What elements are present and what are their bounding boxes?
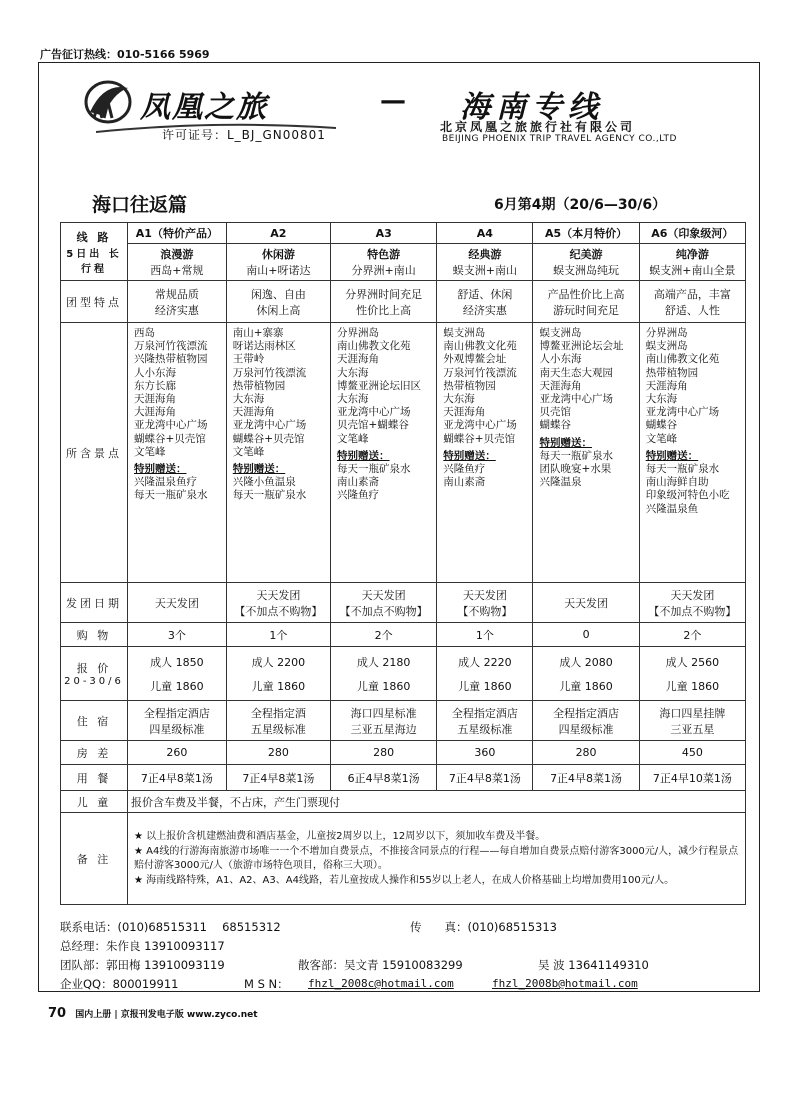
tour-area: 蜈支洲+南山全景	[649, 264, 736, 277]
hotel-line: 海口四星标准	[350, 706, 417, 720]
room-diff-cell: 280	[226, 741, 330, 765]
route-code: A4	[437, 223, 533, 244]
shopping-cell: 2个	[331, 623, 437, 647]
contact-group-dept: 团队部：郭田梅 13910093119	[60, 958, 225, 972]
sight-item: 天涯海角	[645, 379, 688, 392]
feature-line: 性价比上高	[356, 303, 412, 317]
child-price: 儿童 1860	[356, 679, 411, 693]
meal-row	[61, 765, 746, 791]
hotel-line: 海口四星挂牌	[659, 706, 726, 720]
contact-qq: 企业QQ：800019911	[60, 977, 179, 991]
route-name-cell	[639, 244, 745, 281]
sight-item: 蜈支洲岛	[645, 340, 688, 353]
contact-msn-2[interactable]: fhzl_2008b@hotmail.com	[492, 977, 638, 990]
room-diff-row	[61, 741, 746, 765]
tour-name: 浪漫游	[160, 248, 194, 261]
brand-name: 凤凰之旅	[140, 90, 268, 125]
gift-item: 每天一瓶矿泉水	[232, 489, 307, 502]
route-code-row	[61, 223, 746, 244]
sight-item: 天涯海角	[337, 353, 380, 366]
sight-item: 王带岭	[232, 353, 265, 366]
hotel-line: 三亚五星	[670, 722, 715, 736]
sight-item: 文笔峰	[337, 432, 369, 445]
sight-item: 大东海	[443, 393, 475, 406]
sight-item: 文笔峰	[232, 445, 265, 458]
hotel-cell	[437, 701, 533, 741]
gift-item: 团队晚宴+水果	[539, 463, 612, 476]
room-diff-cell: 450	[639, 741, 745, 765]
gift-item: 南山素斋	[337, 476, 380, 489]
depart-line: 天天发团	[256, 588, 301, 602]
features-cell	[533, 281, 639, 323]
note-item: ★ A4线的行游海南旅游市场唯一一个不增加自费景点，不推接含同景点的行程——每自增加自费景点赔付游客3000元/人，减少行程景点赔付游客3000元/人（旅游市场特色项目，俗称三大项）。	[134, 845, 739, 871]
meal-cell: 7正4早8菜1汤	[226, 765, 330, 791]
notes-row	[61, 813, 746, 905]
sight-item: 大东海	[337, 393, 369, 406]
price-cell	[533, 647, 639, 701]
gift-item: 每天一瓶矿泉水	[539, 449, 613, 462]
sight-item: 大涯海角	[134, 406, 176, 419]
gift-item: 每天一瓶矿泉水	[337, 463, 411, 476]
price-cell	[226, 647, 330, 701]
gift-title: 特别赠送：	[337, 449, 390, 462]
sight-item: 热带植物园	[232, 379, 286, 392]
agency-name-cn: 北京凤凰之旅旅行社有限公司	[440, 120, 636, 134]
sight-item: 分界洲岛	[337, 327, 380, 339]
meal-cell: 7正4早8菜1汤	[437, 765, 533, 791]
contact-manager: 总经理：朱作良 13910093117	[60, 939, 225, 953]
feature-line: 舒适、休闲	[457, 287, 513, 301]
sight-item: 博鳌亚洲论坛会址	[539, 340, 624, 353]
gift-title: 特别赠送：	[134, 463, 187, 476]
tour-name: 纪美游	[569, 248, 603, 261]
meal-cell: 6正4早8菜1汤	[331, 765, 437, 791]
sight-item: 外观博鳌会址	[443, 353, 507, 366]
route-code: A5（本月特价）	[533, 223, 639, 244]
sight-item: 南山佛教文化苑	[443, 340, 517, 353]
sight-item: 蝴蝶谷+贝壳馆	[134, 432, 206, 445]
tour-name: 经典游	[468, 248, 502, 261]
depart-line: 【不加点不购物】	[234, 604, 323, 618]
route-name-cell	[533, 244, 639, 281]
tour-area: 西岛+常规	[150, 264, 204, 277]
hotel-cell	[533, 701, 639, 741]
sight-item: 蜈支洲岛	[443, 327, 486, 339]
depart-row	[61, 583, 746, 623]
feature-line: 经济实惠	[154, 303, 199, 317]
meal-cell: 7正4早10菜1汤	[639, 765, 745, 791]
route-label-cell	[61, 223, 128, 281]
depart-line: 天天发团	[154, 596, 199, 610]
special-line-title: 海南专线	[460, 90, 604, 125]
sight-item: 天涯海角	[443, 406, 486, 419]
itinerary-table	[60, 222, 746, 905]
gift-item: 南山素斋	[443, 476, 486, 489]
sight-item: 兴隆热带植物园	[134, 353, 208, 366]
depart-line: 【不购物】	[457, 604, 513, 618]
title-dash: —	[380, 86, 406, 116]
sight-item: 东方长廊	[134, 379, 176, 392]
gift-title: 特别赠送：	[645, 449, 699, 462]
route-code: A3	[331, 223, 437, 244]
sight-item: 博鳌亚洲论坛旧区	[337, 379, 422, 392]
issue-period: 6月第4期（20/6—30/6）	[494, 197, 667, 213]
meal-cell: 7正4早8菜1汤	[533, 765, 639, 791]
agency-name-en: BEIJING PHOENIX TRIP TRAVEL AGENCY CO.,LTD	[442, 134, 677, 144]
route-name-cell	[128, 244, 227, 281]
contact-phone: 联系电话：(010)68515311 68515312	[60, 920, 281, 934]
gift-item: 兴隆鱼疗	[443, 463, 486, 476]
gift-item: 兴隆鱼疗	[337, 489, 380, 502]
route-code: A6（印象级河）	[639, 223, 745, 244]
hotel-line: 全程指定酒	[250, 706, 306, 720]
sight-item: 贝壳馆+蝴蝶谷	[337, 419, 409, 432]
depart-cell	[533, 583, 639, 623]
sight-item: 大东海	[645, 393, 678, 406]
depart-line: 【不加点不购物】	[648, 604, 737, 618]
price-cell	[331, 647, 437, 701]
features-cell	[226, 281, 330, 323]
sight-item: 蝴蝶谷	[539, 419, 571, 432]
child-price: 儿童 1860	[458, 679, 512, 693]
features-cell	[437, 281, 533, 323]
sight-item: 分界洲岛	[645, 327, 688, 339]
child-price: 儿童 1860	[559, 679, 613, 693]
tour-name: 休闲游	[261, 248, 295, 261]
gift-title: 特别赠送：	[539, 436, 592, 449]
gift-title: 特别赠送：	[232, 463, 286, 476]
contact-guest-dept: 散客部：吴文青 15910083299	[298, 958, 463, 972]
sights-cell	[331, 323, 437, 583]
route-name-cell	[226, 244, 330, 281]
child-price: 儿童 1860	[251, 679, 306, 693]
price-label-cell	[61, 647, 128, 701]
contact-fax: 传 真：(010)68515313	[410, 920, 557, 934]
depart-line: 天天发团	[361, 588, 406, 602]
adult-price: 成人 2080	[559, 655, 613, 669]
section-title: 海口往返篇	[92, 194, 188, 216]
room-diff-cell: 360	[437, 741, 533, 765]
page-footer	[48, 1006, 258, 1021]
gift-item: 兴隆温泉鱼	[645, 502, 699, 515]
route-name-cell	[331, 244, 437, 281]
sight-item: 天涯海角	[539, 379, 582, 392]
feature-line: 高端产品，丰富	[653, 287, 731, 301]
hotel-cell	[128, 701, 227, 741]
gift-item: 印象级河特色小吃	[645, 489, 730, 502]
route-code: A1（特价产品）	[128, 223, 227, 244]
notes-label: 备 注	[61, 813, 128, 905]
hotel-line: 五星级标准	[250, 722, 306, 736]
depart-cell	[128, 583, 227, 623]
sight-item: 文笔峰	[134, 445, 166, 458]
route-code: A2	[226, 223, 330, 244]
hotel-cell	[331, 701, 437, 741]
price-row	[61, 647, 746, 701]
sight-item: 天涯海角	[134, 393, 176, 406]
note-item: ★ 海南线路特殊，A1、A2、A3、A4线路，若儿童按成人操作和55岁以上老人，在成人价格基础上均增加费用100元/人。	[134, 874, 675, 886]
gift-title: 特别赠送：	[443, 449, 496, 462]
contact-msn-label: M S N：	[244, 977, 289, 991]
hotel-row	[61, 701, 746, 741]
sight-item: 人小东海	[134, 366, 176, 379]
child-price: 儿童 1860	[665, 679, 720, 693]
adult-price: 成人 2200	[251, 655, 306, 669]
shopping-row	[61, 623, 746, 647]
tour-area: 南山+呀诺达	[246, 264, 311, 277]
meal-cell: 7正4早8菜1汤	[128, 765, 227, 791]
sight-item: 蝴蝶谷+贝壳馆	[443, 432, 516, 445]
notes-cell	[128, 813, 746, 905]
sight-item: 亚龙湾中心广场	[337, 406, 411, 419]
hotel-cell	[639, 701, 745, 741]
tour-area: 分界洲+南山	[351, 264, 416, 277]
sight-item: 热带植物园	[645, 366, 699, 379]
features-row	[61, 281, 746, 323]
page-number: 70	[48, 1006, 67, 1021]
features-label: 团型特点	[61, 281, 128, 323]
sight-item: 南天生态大观园	[539, 366, 613, 379]
sight-item: 热带植物园	[443, 379, 496, 392]
contact-guest-dept-2: 吴 波 13641149310	[538, 958, 649, 972]
room-diff-cell: 280	[533, 741, 639, 765]
depart-label: 发团日期	[61, 583, 128, 623]
hotel-line: 四星级标准	[558, 722, 614, 736]
hotel-line: 全程指定酒店	[143, 706, 210, 720]
adult-price: 成人 2220	[458, 655, 512, 669]
feature-line: 产品性价比上高	[547, 287, 625, 301]
sight-item: 万泉河竹筏漂流	[134, 340, 208, 353]
room-diff-label: 房 差	[61, 741, 128, 765]
depart-line: 天天发团	[670, 588, 715, 602]
price-cell	[639, 647, 745, 701]
depart-cell	[226, 583, 330, 623]
gift-item: 兴隆小鱼温泉	[232, 476, 296, 489]
tour-name: 特色游	[367, 248, 401, 261]
sight-item: 蝴蝶谷	[645, 419, 678, 432]
price-label: 报 价	[76, 662, 112, 675]
gift-item: 兴隆温泉鱼疗	[134, 476, 197, 489]
sight-item: 南山佛教文化苑	[337, 340, 411, 353]
adult-price: 成人 2560	[665, 655, 720, 669]
sight-item: 蜈支洲岛	[539, 327, 582, 339]
sight-item: 大东海	[232, 393, 265, 406]
price-cell	[437, 647, 533, 701]
price-sublabel: 20-30/6	[64, 676, 124, 687]
hotel-line: 三亚五星海边	[350, 722, 417, 736]
sights-label: 所含景点	[61, 323, 128, 583]
shopping-cell: 1个	[437, 623, 533, 647]
hotel-cell	[226, 701, 330, 741]
adult-price: 成人 1850	[150, 655, 204, 669]
sight-item: 亚龙湾中心广场	[232, 419, 307, 432]
sight-item: 万泉河竹筏漂流	[232, 366, 307, 379]
ad-hotline: 广告征订热线：010-5166 5969	[40, 48, 210, 61]
sight-item: 文笔峰	[645, 432, 678, 445]
sights-cell	[128, 323, 227, 583]
hotel-line: 全程指定酒店	[553, 706, 620, 720]
sight-item: 亚龙湾中心广场	[539, 393, 613, 406]
sight-item: 蝴蝶谷+贝壳馆	[232, 432, 305, 445]
sight-item: 南山+寨寨	[232, 327, 284, 339]
child-policy: 报价含车费及半餐，不占床，产生门票现付	[128, 791, 746, 813]
price-cell	[128, 647, 227, 701]
sight-item: 大东海	[337, 366, 369, 379]
room-diff-cell: 260	[128, 741, 227, 765]
depart-cell	[437, 583, 533, 623]
feature-line: 常规品质	[154, 287, 199, 301]
child-row	[61, 791, 746, 813]
features-cell	[639, 281, 745, 323]
sight-item: 亚龙湾中心广场	[443, 419, 517, 432]
sight-item: 天涯海角	[232, 406, 275, 419]
gift-item: 每天一瓶矿泉水	[645, 463, 720, 476]
meal-label: 用 餐	[61, 765, 128, 791]
note-item: ★ 以上报价含机建燃油费和酒店基金，儿童按2周岁以上，12周岁以下，须加收车费及半餐。	[134, 830, 546, 842]
room-diff-cell: 280	[331, 741, 437, 765]
route-sublabel: 5日出 长行程	[66, 248, 122, 275]
phoenix-logo-icon	[84, 72, 132, 126]
shopping-cell: 1个	[226, 623, 330, 647]
hotel-line: 四星级标准	[149, 722, 205, 736]
shopping-label: 购 物	[61, 623, 128, 647]
features-cell	[128, 281, 227, 323]
feature-line: 游玩时间充足	[553, 303, 620, 317]
sight-item: 西岛	[134, 327, 155, 339]
depart-line: 天天发团	[462, 588, 507, 602]
adult-price: 成人 2180	[356, 655, 411, 669]
depart-cell	[331, 583, 437, 623]
hotel-label: 住 宿	[61, 701, 128, 741]
license-number: 许可证号：L_BJ_GN00801	[162, 128, 326, 142]
route-label: 线 路	[76, 230, 112, 244]
depart-line: 天天发团	[564, 596, 609, 610]
tour-area: 蜈支洲+南山	[452, 264, 517, 277]
sights-cell	[639, 323, 745, 583]
hotel-line: 五星级标准	[457, 722, 513, 736]
shopping-cell: 3个	[128, 623, 227, 647]
sight-item: 呀诺达雨林区	[232, 340, 296, 353]
feature-line: 闲逸、自由	[250, 287, 306, 301]
route-name-row	[61, 244, 746, 281]
depart-line: 【不加点不购物】	[339, 604, 428, 618]
tour-area: 蜈支洲岛纯玩	[553, 264, 620, 277]
sight-item: 万泉河竹筏漂流	[443, 366, 517, 379]
sight-item: 亚龙湾中心广场	[134, 419, 208, 432]
sights-cell	[226, 323, 330, 583]
shopping-cell: 2个	[639, 623, 745, 647]
sights-cell	[437, 323, 533, 583]
shopping-cell: 0	[533, 623, 639, 647]
footer-text: 国内上册 | 京报刊发电子版 www.zyco.net	[75, 1010, 258, 1020]
feature-line: 分界洲时间充足	[345, 287, 423, 301]
gift-item: 兴隆温泉	[539, 476, 582, 489]
hotel-line: 全程指定酒店	[451, 706, 518, 720]
features-cell	[331, 281, 437, 323]
feature-line: 休闲上高	[256, 303, 301, 317]
feature-line: 舒适、人性	[664, 303, 720, 317]
sights-cell	[533, 323, 639, 583]
sight-item: 亚龙湾中心广场	[645, 406, 720, 419]
tour-name: 纯净游	[675, 248, 709, 261]
contact-msn-1[interactable]: fhzl_2008c@hotmail.com	[308, 977, 454, 990]
feature-line: 经济实惠	[462, 303, 507, 317]
sight-item: 人小东海	[539, 353, 582, 366]
sight-item: 贝壳馆	[539, 406, 571, 419]
route-name-cell	[437, 244, 533, 281]
gift-item: 南山海鲜自助	[645, 476, 709, 489]
child-price: 儿童 1860	[150, 679, 204, 693]
depart-cell	[639, 583, 745, 623]
sight-item: 南山佛教文化苑	[645, 353, 720, 366]
child-label: 儿 童	[61, 791, 128, 813]
sights-row	[61, 323, 746, 583]
gift-item: 每天一瓶矿泉水	[134, 489, 208, 502]
